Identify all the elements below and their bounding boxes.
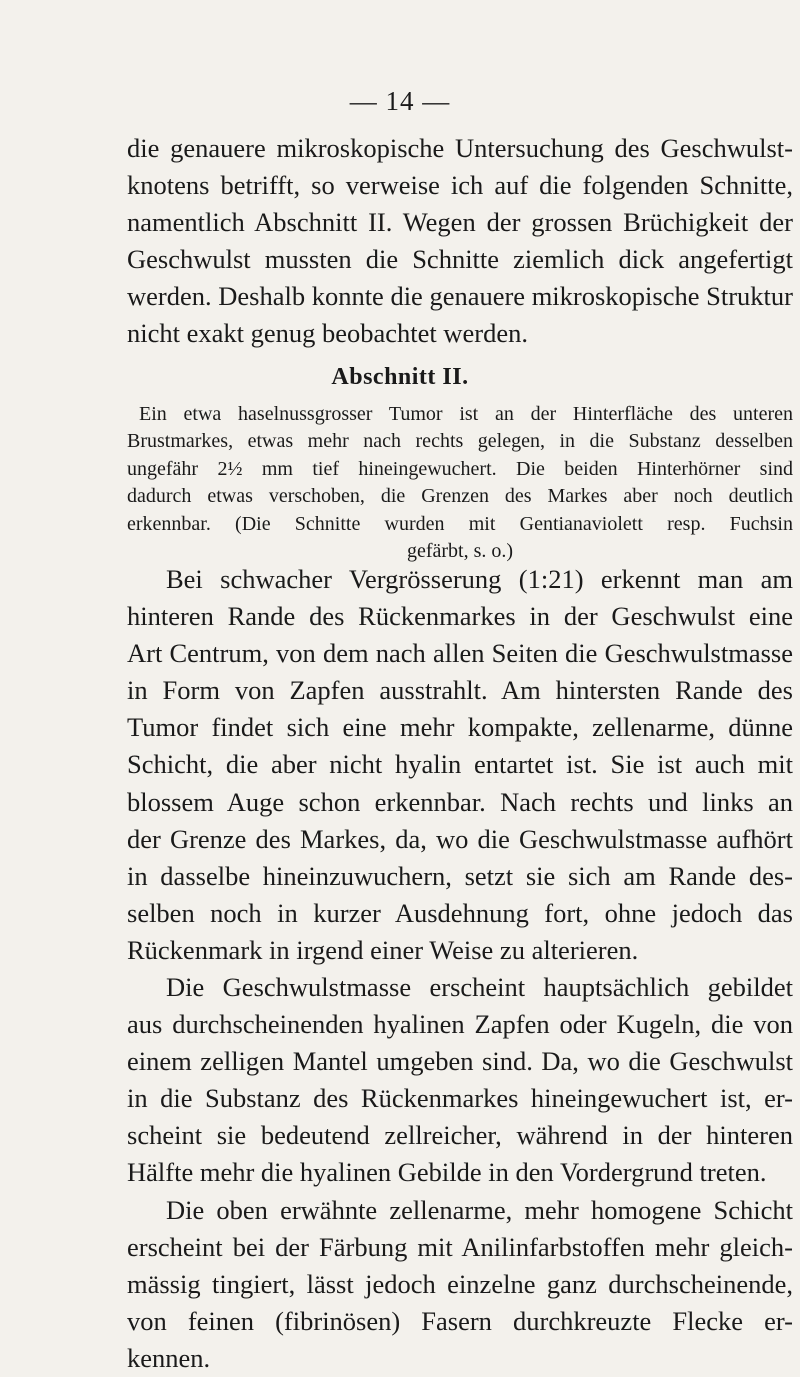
- small-text-line: gefärbt, s. o.): [406, 539, 514, 562]
- text-line: Schicht, die aber nicht hyalin entartet ist. Sie ist auch mit: [127, 749, 793, 780]
- small-text-line: Brustmarkes, etwas mehr nach rechts gelegen, in die Substanz desselben: [127, 430, 793, 453]
- text-line: werden. Deshalb konnte die genauere mikroskopische Struktur: [127, 281, 793, 312]
- text-line: aus durchscheinenden hyalinen Zapfen oder Kugeln, die von: [127, 1009, 793, 1040]
- text-line: namentlich Abschnitt II. Wegen der grossen Brüchigkeit der: [127, 207, 793, 238]
- text-line: Hälfte mehr die hyalinen Gebilde in den Vordergrund treten.: [127, 1157, 767, 1188]
- paragraph-2: [127, 561, 793, 969]
- paragraph-1: [127, 130, 793, 353]
- text-line: Tumor findet sich eine mehr kompakte, zellenarme, dünne: [127, 712, 793, 743]
- section-heading: Abschnitt II.: [331, 364, 469, 390]
- text-line: in die Substanz des Rückenmarkes hineingewuchert ist, er-: [127, 1083, 793, 1114]
- text-line: Art Centrum, von dem nach allen Seiten die Geschwulstmasse: [127, 638, 793, 669]
- text-line: kennen.: [127, 1343, 211, 1374]
- text-line: nicht exakt genug beobachtet werden.: [127, 318, 529, 349]
- small-text-line: ungefähr 2½ mm tief hineingewuchert. Die beiden Hinterhörner sind: [127, 457, 793, 480]
- text-line: Rückenmark in irgend einer Weise zu alterieren.: [127, 934, 639, 965]
- small-text-line: Ein etwa haselnussgrosser Tumor ist an der Hinterfläche des unteren: [139, 403, 793, 425]
- small-text-line: dadurch etwas verschoben, die Grenzen des Markes aber noch deutlich: [127, 485, 793, 508]
- text-line: scheint sie bedeutend zellreicher, während in der hinteren: [127, 1120, 793, 1151]
- paragraph-3: [127, 969, 793, 1192]
- text-line: in Form von Zapfen ausstrahlt. Am hintersten Rande des: [127, 675, 793, 706]
- text-line: Die Geschwulstmasse erscheint hauptsächlich gebildet: [166, 972, 793, 1002]
- text-line: einem zelligen Mantel umgeben sind. Da, wo die Geschwulst: [127, 1046, 793, 1077]
- page-number: — 14 —: [349, 86, 451, 116]
- text-line: in dasselbe hineinzuwuchern, setzt sie sich am Rande des-: [127, 860, 793, 891]
- section-summary: [127, 401, 793, 565]
- text-line: erscheint bei der Färbung mit Anilinfarbstoffen mehr gleich-: [127, 1232, 793, 1263]
- text-line: die genauere mikroskopische Untersuchung des Geschwulst-: [127, 133, 793, 163]
- text-line: knotens betrifft, so verweise ich auf die folgenden Schnitte,: [127, 170, 793, 201]
- text-line: blossem Auge schon erkennbar. Nach rechts und links an: [127, 786, 793, 817]
- text-line: selben noch in kurzer Ausdehnung fort, ohne jedoch das: [127, 897, 793, 928]
- text-line: mässig tingiert, lässt jedoch einzelne ganz durchscheinende,: [127, 1269, 793, 1300]
- small-text-line: erkennbar. (Die Schnitte wurden mit Gentianaviolett resp. Fuchsin: [127, 512, 793, 535]
- text-line: Geschwulst mussten die Schnitte ziemlich dick angefertigt: [127, 244, 793, 275]
- text-line: Bei schwacher Vergrösserung (1:21) erkennt man am: [166, 564, 793, 594]
- text-line: von feinen (fibrinösen) Fasern durchkreuzte Flecke er-: [127, 1306, 793, 1337]
- paragraph-4: [127, 1192, 793, 1377]
- text-line: hinteren Rande des Rückenmarkes in der Geschwulst eine: [127, 601, 793, 632]
- text-line: Die oben erwähnte zellenarme, mehr homogene Schicht: [166, 1195, 793, 1225]
- text-line: der Grenze des Markes, da, wo die Geschwulstmasse aufhört: [127, 823, 793, 854]
